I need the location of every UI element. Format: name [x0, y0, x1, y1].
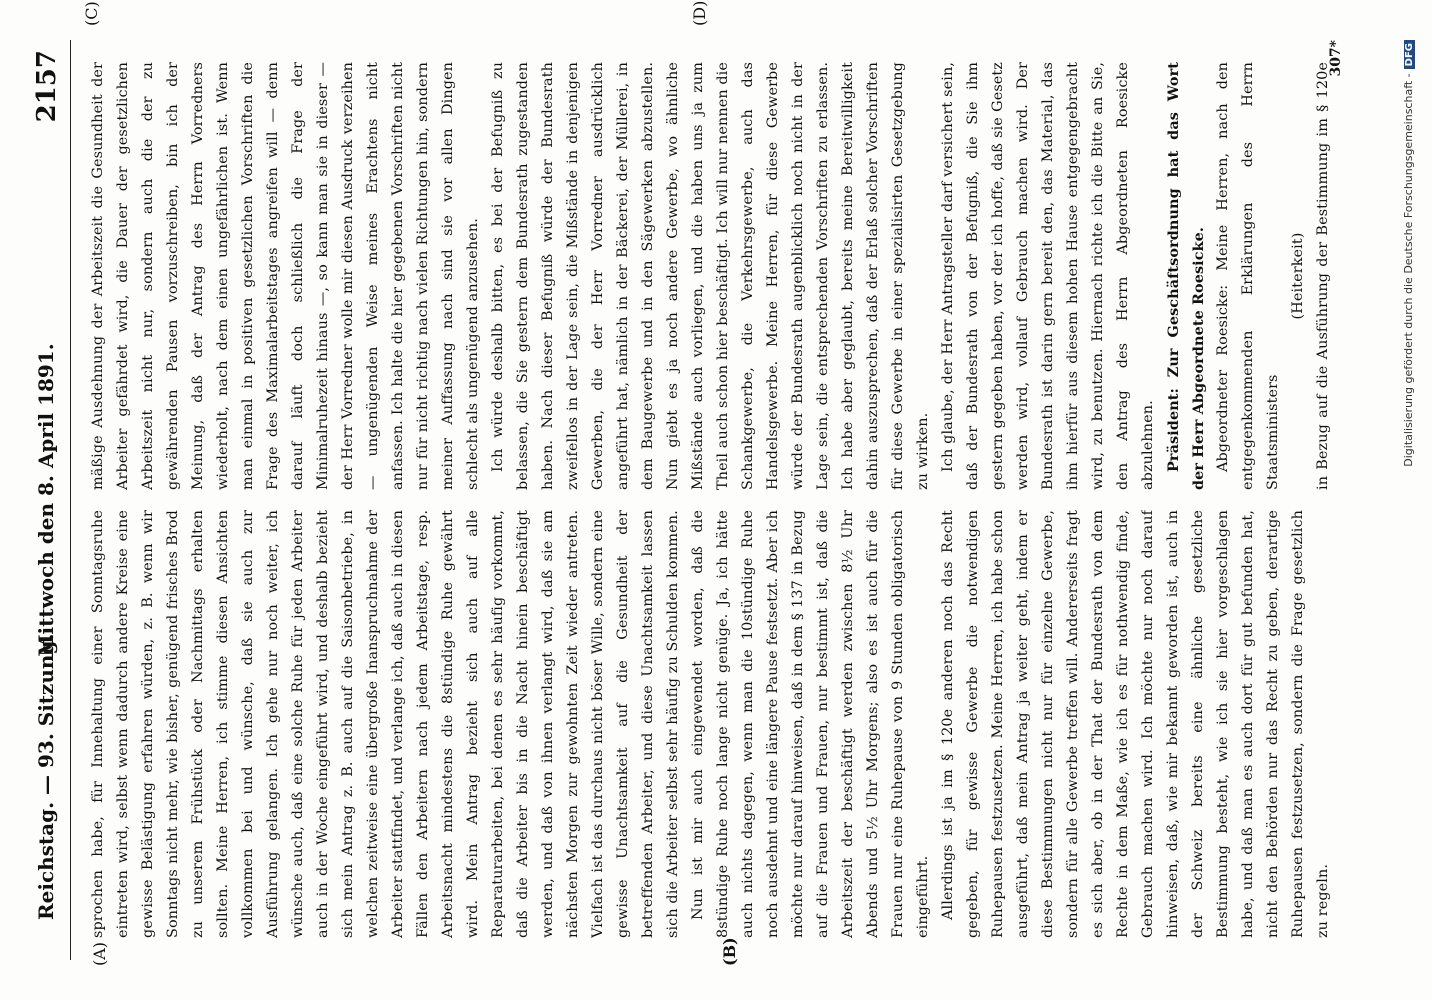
speaker-paragraph: Präsident: Zur Geschäftsordnung hat das Wort der Herr Abgeordnete Roesicke. [1165, 62, 1207, 490]
dfg-logo: DFG [1404, 40, 1415, 69]
paragraph: sprochen habe, für Innehaltung einer Sonntagsruhe eintreten wird, selbst wenn dadurch andere Kreise eine gewisse Belästigung erfahren würden, z. B. wenn wir Sonntags nicht mehr, wie bisher, genügend frisches Brod zu unserem Frühstück oder Nachmittags erhalten sollten. Meine Herren, ich stimme diesen Ansichten vollkommen bei und wünsche, daß sie auch zur Ausführung gelangen. Ich gehe nur noch weiter, ich wünsche auch, daß eine solche Ruhe für jeden Arbeiter auch in der Woche eingeführt wird, und deshalb bezieht sich mein Antrag z. B. auch auf die Saisonbetriebe, in welchen zeitweise eine übergroße Inanspruchnahme der Arbeiter stattfindet, und verlange ich, daß auch in diesen Fällen den Arbeitern nach jedem Arbeitstage, resp. Arbeitsnacht mindestens die 8stündige Ruhe gewährt wird. Mein Antrag bezieht sich auch auf alle Reparaturarbeiten, bei denen es sehr häufig vorkommt, daß die Arbeiter bis in die Nacht hinein beschäftigt werden, und daß von ihnen verlangt wird, daß sie am nächsten Morgen zur gewohnten Zeit wieder antreten. Vielfach ist das durchaus nicht böser Wille, sondern eine gewisse Unachtsamkeit auf die Gesundheit der betreffenden Arbeiter, und diese Unachtsamkeit lassen sich die Arbeiter selbst sehr häufig zu Schulden kommen. [90, 510, 681, 938]
page-header [18, 40, 71, 960]
margin-mark-b: (B) [720, 937, 739, 966]
header-date: Mittwoch den 8. April 1891. [34, 343, 58, 657]
interjection: (Heiterkeit) [1290, 232, 1306, 320]
paragraph: mäßige Ausdehnung der Arbeitszeit die Gesundheit der Arbeiter gefährdet wird, die Dauer der gesetzlichen Arbeitszeit nicht nur, sondern auch die der zu gewährenden Pausen vorzuschreiben, bin ich der Meinung, daß der Antrag des Herrn Vorredners wiederholt, nach dem einen ungefährlichen ist. Wenn man einmal in positiven gesetzlichen Vorschriften die Frage des Maximalarbeitstages angreifen will — denn darauf läuft doch schließlich die Frage der Minimalruhezeit hinaus —, so kann man sie in dieser — der Herr Vorredner wolle mir diesen Ausdruck verzeihen — ungenügenden Weise meines Erachtens nicht anfassen. Ich halte die hier gegebenen Vorschriften nicht nur für nicht richtig nach vielen Richtungen hin, sondern meiner Auffassung nach sind sie vor allen Dingen schlecht als ungenügend anzusehen. [90, 62, 481, 490]
paragraph: Allerdings ist ja im § 120e anderen noch das Recht gegeben, für gewisse Gewerbe die notwendigen Ruhepausen festzusetzen. Meine Herren, ich habe schon ausgeführt, daß mein Antrag ja weiter geht, indem er diese Bestimmungen nicht nur für einzelne Gewerbe, sondern für alle Gewerbe treffen will. Andererseits fragt es sich aber, ob in der That der Bundesrath von dem Rechte in dem Maße, wie ich es für nothwendig finde, Gebrauch machen wird. Ich möchte nur noch darauf hinweisen, daß, wie mir bekannt geworden ist, auch in der Schweiz bereits eine ähnliche gesetzliche Bestimmung besteht, wie ich sie hier vorgeschlagen habe, und daß man es auch dort für gut befunden hat, nicht den Behörden nur das Recht zu geben, derartige Ruhepausen festzusetzen, sondern die Frage gesetzlich zu regeln. [940, 510, 1331, 938]
header-session: Reichstag. — 93. Sitzung. [34, 633, 58, 920]
paragraph: Ich würde deshalb bitten, es bei der Befugniß zu belassen, die Sie gestern dem Bundesrath zugestanden haben. Nach dieser Befugniß würde der Bundesrath zweifellos in der Lage sein, die Mißstände in denjenigen Gewerben, die der Herr Vorredner ausdrücklich angeführt hat, nämlich in der Bäckerei, der Müllerei, in dem Baugewerbe und in den Sägewerken abzustellen. Nun giebt es ja noch andere Gewerbe, wo ähnliche Mißstände auch vorliegen, und die haben uns ja zum Theil auch schon hier beschäftigt. Ich will nur nennen die Schankgewerbe, die Verkehrsgewerbe, auch das Handelsgewerbe. Meine Herren, für diese Gewerbe würde der Bundesrath augenblicklich noch nicht in der Lage sein, die entsprechenden Vorschriften zu erlassen. Ich habe aber geglaubt, bereits meine Bereitwilligkeit dahin auszusprechen, daß der Erlaß solcher Vorschriften für diese Gewerbe in einer spezialisirten Gesetzgebung zu wirken. [490, 62, 931, 490]
margin-mark-a: (A) [90, 941, 109, 966]
paragraph: Abgeordneter Roesicke: Meine Herren, nach den entgegenkommenden Erklärungen des Herrn Staatsministers [1215, 62, 1281, 490]
paragraph: Ich glaube, der Herr Antragsteller darf versichert sein, daß der Bundesrath von der Befugniß, die Sie ihm gestern gegeben haben, vor der ich hoffe, daß sie Gesetz werden wird, vollauf Gebrauch machen wird. Der Bundesrath ist darin gern bereit den, das Material, das ihm hierfür aus diesem hohen Hause entgegengebracht wird, zu benutzen. Hiernach richte ich die Bitte an Sie, den Antrag des Herrn Abgeordneten Roesicke abzulehnen. [940, 62, 1156, 490]
right-column [86, 62, 1336, 490]
sheet-signature: 307* [1328, 40, 1344, 77]
left-column [86, 510, 1336, 938]
paragraph: Nun ist mir auch eingewendet worden, daß die 8stündige Ruhe noch lange nicht genüge. Ja, ich hätte auch nichts dagegen, wenn man die 10stündige Ruhe noch ausdehnt und eine längere Pause festsetzt. Aber ich möchte nur darauf hinweisen, daß in dem § 137 in Bezug auf die Frauen und Frauen, nur bestimmt ist, daß die Arbeitszeit der beschäftigt werden zwischen 8½ Uhr Abends und 5½ Uhr Morgens; also es ist auch für die Frauen nur eine Ruhepause von 9 Stunden obligatorisch eingeführt. [690, 510, 931, 938]
page-number: 2157 [32, 50, 62, 123]
digitization-credit [1402, 40, 1415, 940]
credit-text: Digitalisierung gefördert durch die Deutsche Forschungsgemeinschaft - [1402, 73, 1415, 467]
margin-mark-c: (C) [82, 1, 101, 26]
margin-mark-d: (D) [690, 0, 709, 26]
paragraph: in Bezug auf die Ausführung der Bestimmung im § 120e [1315, 62, 1331, 490]
